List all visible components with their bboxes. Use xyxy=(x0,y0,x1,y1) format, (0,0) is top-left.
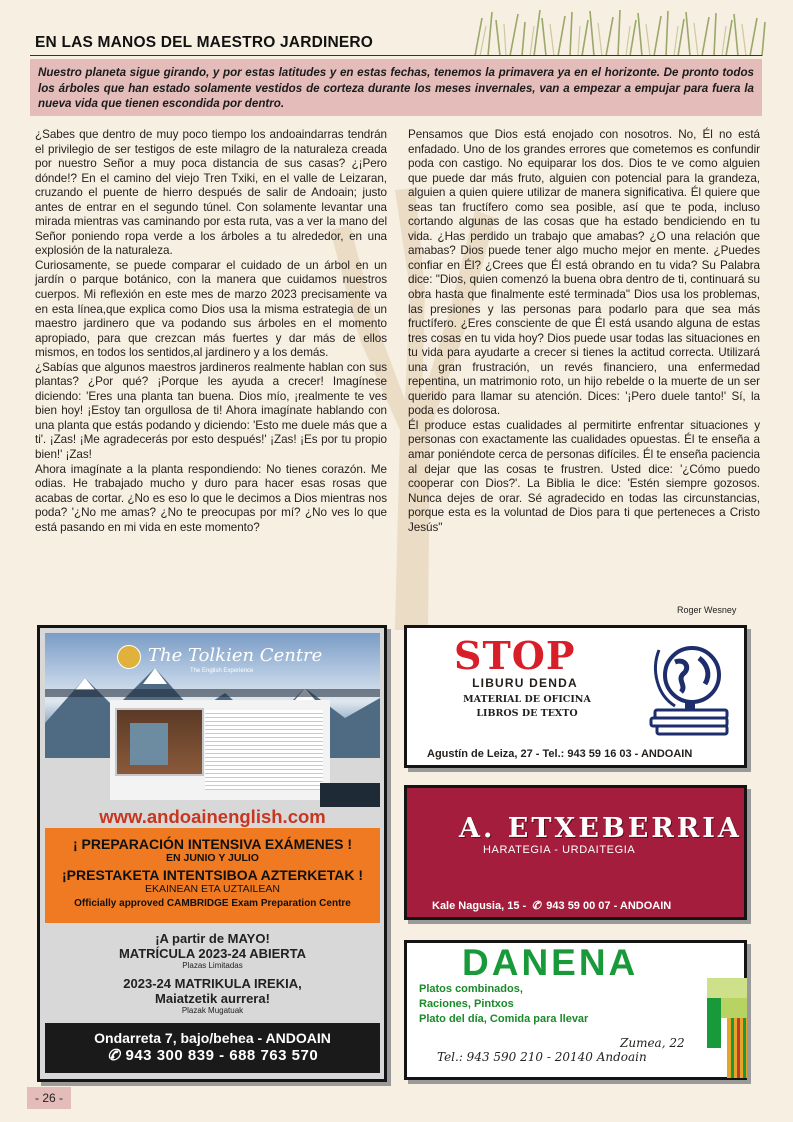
article-column-right xyxy=(408,128,760,535)
exam-line: EN JUNIO Y JULIO xyxy=(166,852,259,864)
danena-title: DANENA xyxy=(462,942,639,983)
etxeberria-contact xyxy=(432,899,671,912)
article-column-left xyxy=(35,128,387,535)
tolkien-brand-name: The Tolkien Centre xyxy=(148,645,323,666)
enrollment-line: MATRÍCULA 2023-24 ABIERTA xyxy=(118,946,307,961)
paragraph: ¿Sabías que algunos maestros jardineros realmente hablan con sus plantas? ¿Por qué? ¡Porque les ayuda a crecer! Imagínese diciendo: 'Eres una planta tan buena. Dios mío, ¡realmente te ves bien hoy! ¡Estoy tan orgullosa de ti! Ahora imagínate hablando con una planta que estás podando y diciendo: 'Esto me duele más que a ti'. ¡Zas! ¡Me agradecerás por esto después!' ¡Zas! ¡Es por tu propio bien!' ¡Zas! xyxy=(35,360,387,462)
cambridge-line: Officially approved CAMBRIDGE Exam Preparation Centre xyxy=(74,898,351,909)
stop-subtitle: LIBURU DENDA xyxy=(472,676,578,690)
tolkien-tagline: The English Experience xyxy=(190,668,254,674)
tolkien-website-url[interactable]: www.andoainenglish.com xyxy=(99,806,326,827)
title-underline xyxy=(30,55,762,56)
paragraph: Ahora imagínate a la planta respondiendo: No tienes corazón. Me odias. He trabajado mucho y duro para hacer esas rosas que acabas de cortar. ¿No es eso lo que le decimos a Dios mientras nos poda? '¿No me amas? ¿No te preocupas por mí? ¿No ves lo que está pasando en mi vida en este momento? xyxy=(35,462,387,534)
stop-line: MATERIAL DE OFICINA xyxy=(463,694,591,705)
etxeberria-title: A. ETXEBERRIA xyxy=(459,813,742,844)
stop-title: STOP xyxy=(454,633,576,678)
paragraph: Él produce estas cualidades al permitirte enfrentar situaciones y personas con exactamente las cualidades opuestas. Él te enseña a amar poniéndote cerca de personas difíciles. Él te enseña paciencia al dejar que las cosas te frustren. Usted dice: '¿Cómo puedo cooperar con Dios?'. La Biblia le dice: 'Estén siempre gozosos. Nunca dejes de orar. Sé agradecido en todas las circunstancias, porque esta es la voluntad de Dios para ti que perteneces a Cristo Jesús" xyxy=(408,418,760,534)
tolkien-centre-ad xyxy=(37,625,387,1082)
danena-street: Zumea, 22 xyxy=(620,1036,685,1050)
intro-box xyxy=(30,59,762,116)
etxeberria-phone: 943 59 00 07 - ANDOAIN xyxy=(546,900,672,912)
danena-stripes-decoration xyxy=(707,978,747,1078)
globe-books-icon xyxy=(647,640,732,738)
exam-line: EKAINEAN ETA UZTAILEAN xyxy=(145,883,280,895)
danena-address: Tel.: 943 590 210 - 20140 Andoain xyxy=(437,1050,647,1064)
danena-line: Platos combinados, xyxy=(419,983,523,995)
enrollment-line: Plazak Mugatuak xyxy=(181,1006,244,1015)
stop-line: LIBROS DE TEXTO xyxy=(476,708,578,719)
intro-text: Nuestro planeta sigue girando, y por estas latitudes y en estas fechas, tenemos la primavera ya en el horizonte. De pronto todos los árboles que han estado solamente vestidos de corteza durante los meses invernales, van a empezar a empujar para fuera la nueva vida que tienen escondida por dentro. xyxy=(38,66,754,110)
page-number: - 26 - xyxy=(27,1087,71,1109)
exam-banner xyxy=(45,828,380,923)
tolkien-logo-icon xyxy=(117,645,141,669)
danena-line: Raciones, Pintxos xyxy=(419,998,514,1010)
stop-address: Agustín de Leiza, 27 - Tel.: 943 59 16 03 - ANDOAIN xyxy=(427,748,693,760)
phone-icon: ✆ xyxy=(107,1047,121,1064)
enrollment-line: Plazas Limitadas xyxy=(182,961,243,970)
grass-decoration xyxy=(470,8,770,56)
paragraph: Pensamos que Dios está enojado con nosotros. No, Él no está enfadado. Uno de los grandes errores que cometemos es confundir poda con castigo. No equiparar los dos. Dios te ve como alguien que puede dar más fruto, alguien con potencial para la grandeza, alguien a quien quiere utilizar de manera significativa. Él quiere que seas tan fructífero como sea posible, así que te poda, incluso cortando algunas de las cosas que ha estado bendiciendo en tu vida. ¿Has perdido un trabajo que amabas? ¿O una relación que amabas? Dios puede tener algo mucho mejor en mente. ¿Puedes confiar en Él? ¿Crees que Él está obrando en tu vida? Su Palabra dice: "Dios, quien comenzó la buena obra dentro de ti, continuará su obra hasta que finalmente esté terminada" Dios usa los problemas, las presiones y las personas para podarlo para que sea más fructífero. ¿Eres consciente de que Él está usando alguna de estas tres cosas en tu vida hoy? Dios puede usar todas las situaciones en tu vida para ayudarte a crecer si tienes la actitud correcta. Utilizará una gran frustración, un revés financiero, una enfermedad repentina, un matrimonio roto, un hijo rebelde o la muerte de un ser querido para llamar su atención. Dices: '¡Pero duele tanto!' Sí, la poda es dolorosa. xyxy=(408,128,760,418)
contact-block xyxy=(45,1023,380,1073)
enrollment-line: 2023-24 MATRIKULA IREKIA, xyxy=(123,976,302,991)
tolkien-address: Ondarreta 7, bajo/behea - ANDOAIN xyxy=(94,1030,331,1046)
author-signature: Roger Wesney xyxy=(677,605,737,615)
etxeberria-ad xyxy=(404,785,747,920)
enrollment-block xyxy=(45,923,380,1023)
article-title: EN LAS MANOS DEL MAESTRO JARDINERO xyxy=(35,34,374,51)
phone-icon: ✆ xyxy=(531,900,541,912)
website-text-block xyxy=(205,710,323,790)
enrollment-line: Maiatzetik aurrera! xyxy=(155,991,270,1006)
tolkien-phone-numbers: 943 300 839 - 688 763 570 xyxy=(125,1047,319,1064)
building-door-image xyxy=(130,723,168,765)
paragraph: Curiosamente, se puede comparar el cuidado de un árbol en un jardín o parque botánico, con la manera que cuidamos nuestros cuerpos. Mi reflexión en este mes de marzo 2023 precisamente va en esta línea,que explica como Dios usa la misma estrategia de un maestro jardinero que va podando sus árboles en el momento apropiado, para que crezcan más fuertes y dar más de ellos mismos, en todos los sentidos,al jardinero y a los demás. xyxy=(35,258,387,360)
etxeberria-subtitle: HARATEGIA - URDAITEGIA xyxy=(483,844,636,856)
stop-liburu-denda-ad xyxy=(404,625,747,768)
danena-ad xyxy=(404,940,747,1080)
etxeberria-address: Kale Nagusia, 15 - xyxy=(432,900,527,912)
exam-line: ¡PRESTAKETA INTENTSIBOA AZTERKETAK ! xyxy=(62,867,363,883)
paragraph: ¿Sabes que dentro de muy poco tiempo los andoaindarras tendrán el privilegio de ser testigos de este milagro de la naturaleza creada por nuestro Señor a muy poca distancia de sus casas? ¿¡Pero dónde!? En el camino del viejo Tren Txiki, en el valle de Leizaran, cruzando el puente de hierro después de salir de Andoain; justo antes de entrar en el segundo túnel. Con solamente levantar una mirada mientras vas caminando por esta ruta, vas a ver la mano del Señor poniendo ropa verde a los árboles a tu alrededor, en una explosión de la naturaleza. xyxy=(35,128,387,258)
website-nav-bar xyxy=(45,689,380,697)
exam-line: ¡ PREPARACIÓN INTENSIVA EXÁMENES ! xyxy=(73,836,352,852)
enrollment-line: ¡A partir de MAYO! xyxy=(155,931,270,946)
website-footer-block xyxy=(320,783,380,807)
tolkien-phones xyxy=(45,1046,380,1064)
danena-line: Plato del día, Comida para llevar xyxy=(419,1013,589,1025)
